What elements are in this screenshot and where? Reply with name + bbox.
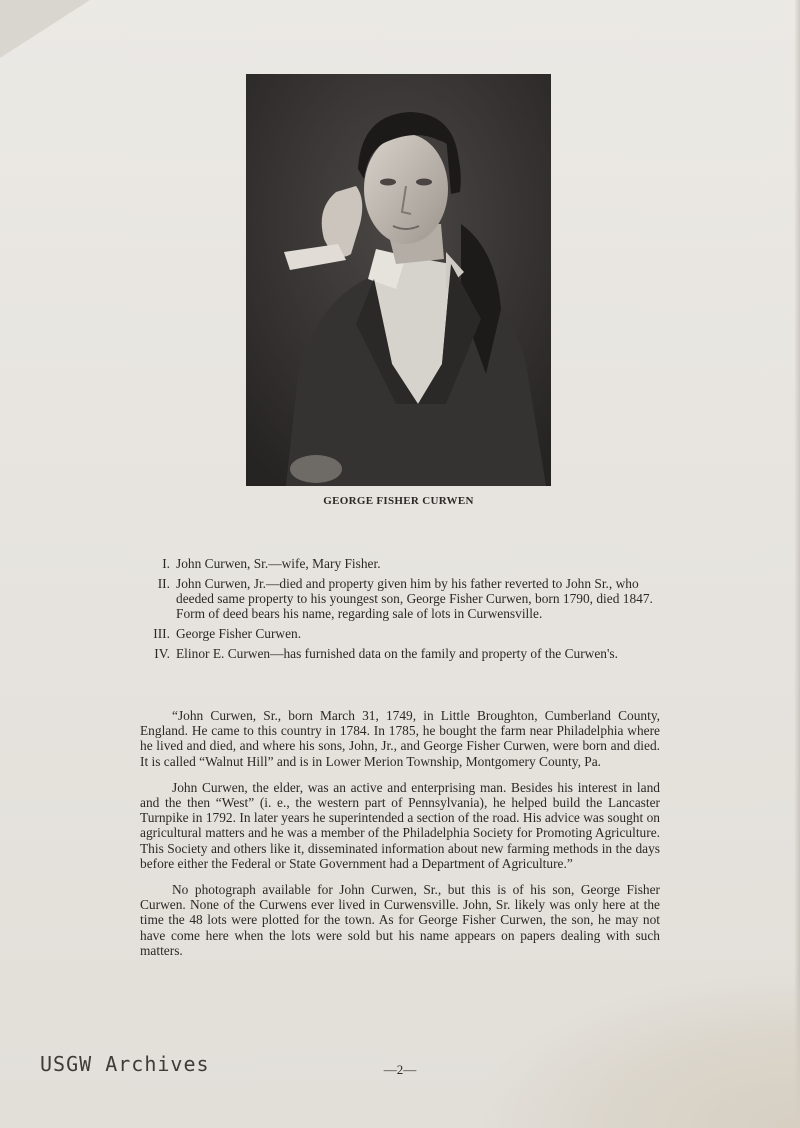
paragraph: “John Curwen, Sr., born March 31, 1749, in Little Broughton, Cumberland County, England. He came to this country in 1784. In 1785, he bought the farm near Philadelphia where he lived and died, and where his sons, John, Jr., and George Fisher Curwen, were born and died. It is called “Walnut Hill” and is in Lower Merion Township, Montgomery County, Pa. — [140, 708, 660, 769]
body-text — [140, 708, 660, 969]
folded-corner — [0, 0, 90, 58]
paragraph: John Curwen, the elder, was an active and enterprising man. Besides his interest in land and the then “West” (i. e., the western part of Pennsylvania), he helped build the Lancaster Turnpike in 1792. In later years he superintended a section of the road. His advice was sought on agricultural matters and he was a member of the Philadelphia Society for Promoting Agriculture. This Society and others like it, disseminated information about new farming methods in the days before either the Federal or State Government had a Department of Agriculture.” — [140, 779, 660, 871]
list-numeral: II. — [157, 576, 170, 591]
list-numeral: I. — [162, 556, 170, 571]
list-numeral: III. — [153, 626, 170, 641]
list-text: Elinor E. Curwen—has furnished data on the family and property of the Curwen's. — [176, 646, 618, 661]
page-number: —2— — [383, 1062, 417, 1077]
list-item — [140, 626, 660, 641]
family-list — [140, 556, 660, 666]
list-item — [140, 556, 660, 571]
portrait-caption: GEORGE FISHER CURWEN — [323, 495, 474, 507]
portrait-photo — [246, 74, 551, 486]
list-numeral: IV. — [154, 646, 170, 661]
list-text: George Fisher Curwen. — [176, 626, 302, 641]
list-text: John Curwen, Jr.—died and property given him by his father reverted to John Sr., who deeded same property to his youngest son, George Fisher Curwen, born 1790, died 1847. Form of deed bears his name, regarding sale of lots in Curwensville. — [176, 576, 653, 621]
portrait-illustration — [246, 74, 551, 486]
page-edge-shadow — [794, 0, 800, 1128]
paragraph: No photograph available for John Curwen, Sr., but this is of his son, George Fisher Curwen. None of the Curwens ever lived in Curwensville. John, Sr. likely was only here at the time the 48 lots were plotted for the town. As for George Fisher Curwen, the son, he may not have come here when the lots were sold but his name appears on papers dealing with such matters. — [140, 882, 660, 958]
list-item — [140, 576, 660, 621]
list-text: John Curwen, Sr.—wife, Mary Fisher. — [176, 556, 381, 571]
list-item — [140, 646, 660, 661]
paper-stain — [470, 968, 800, 1128]
archive-watermark: USGW Archives — [40, 1052, 210, 1076]
